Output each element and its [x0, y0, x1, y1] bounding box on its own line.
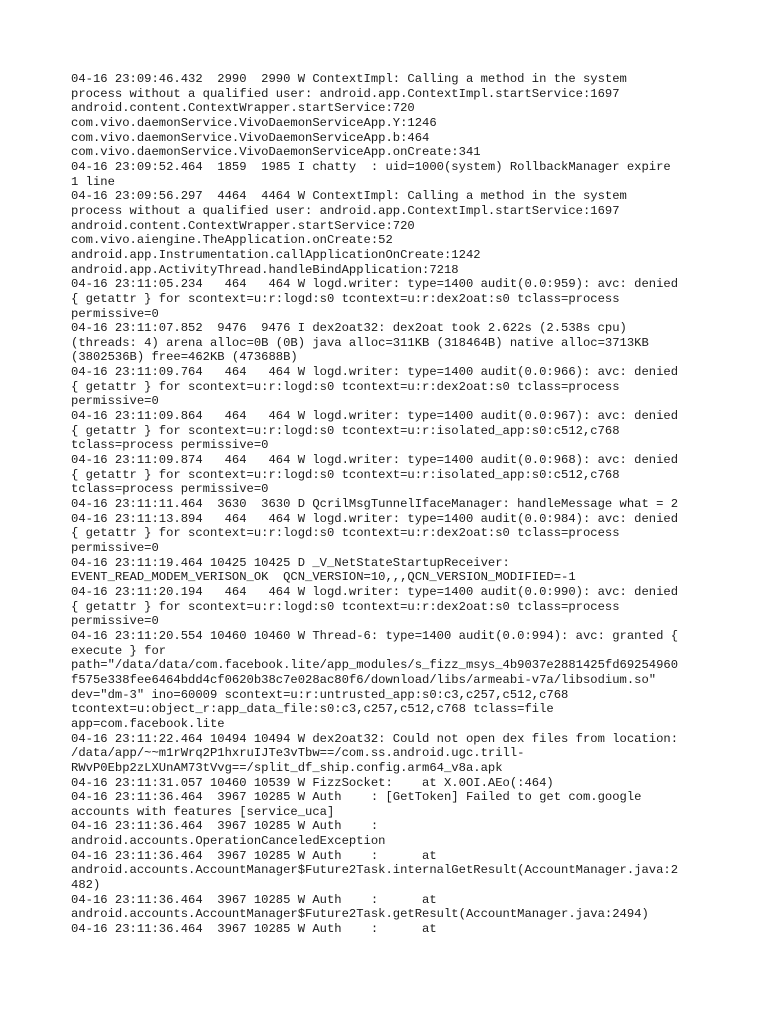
- log-line: 04-16 23:11:13.894 464 464 W logd.writer: type=1400 audit(0.0:984): avc: denied: [71, 511, 679, 526]
- log-line: execute } for: [71, 643, 167, 658]
- log-line: 04-16 23:11:36.464 3967 10285 W Auth : [GetToken] Failed to get com.google: [71, 790, 642, 805]
- log-line: 04-16 23:09:46.432 2990 2990 W ContextImpl: Calling a method in the system: [71, 72, 627, 86]
- log-line: { getattr } for scontext=u:r:logd:s0 tcontext=u:r:dex2oat:s0 tclass=process: [71, 526, 620, 541]
- log-line: { getattr } for scontext=u:r:logd:s0 tcontext=u:r:dex2oat:s0 tclass=process: [71, 599, 620, 614]
- log-line: dev="dm-3" ino=60009 scontext=u:r:untrusted_app:s0:c3,c257,c512,c768: [71, 687, 569, 702]
- log-line: 04-16 23:11:09.764 464 464 W logd.writer: type=1400 audit(0.0:966): avc: denied: [71, 365, 679, 380]
- log-text-block: [71, 72, 711, 937]
- log-line: app=com.facebook.lite: [71, 716, 225, 731]
- log-line: android.app.Instrumentation.callApplicationOnCreate:1242: [71, 247, 481, 262]
- log-line: android.content.ContextWrapper.startService:720: [71, 218, 415, 233]
- log-line: android.content.ContextWrapper.startService:720: [71, 101, 415, 116]
- log-line: 04-16 23:11:22.464 10494 10494 W dex2oat32: Could not open dex files from location:: [71, 731, 679, 746]
- log-line: path="/data/data/com.facebook.lite/app_modules/s_fizz_msys_4b9037e2881425fd69254960: [71, 658, 679, 673]
- log-line: 04-16 23:11:36.464 3967 10285 W Auth :: [71, 819, 379, 834]
- log-line: (threads: 4) arena alloc=0B (0B) java alloc=311KB (318464B) native alloc=3713KB: [71, 335, 649, 350]
- log-line: { getattr } for scontext=u:r:logd:s0 tcontext=u:r:isolated_app:s0:c512,c768: [71, 423, 620, 438]
- log-line: 1 line: [71, 174, 115, 189]
- log-line: EVENT_READ_MODEM_VERISON_OK QCN_VERSION=10,,,QCN_VERSION_MODIFIED=-1: [71, 570, 576, 585]
- log-line: (3802536B) free=462KB (473688B): [71, 350, 298, 365]
- log-line: android.app.ActivityThread.handleBindApplication:7218: [71, 262, 459, 277]
- log-line: android.accounts.OperationCanceledException: [71, 834, 386, 849]
- log-line: 04-16 23:11:19.464 10425 10425 D _V_NetStateStartupReceiver:: [71, 555, 510, 570]
- log-line: 04-16 23:11:05.234 464 464 W logd.writer: type=1400 audit(0.0:959): avc: denied: [71, 277, 679, 292]
- log-line: tcontext=u:object_r:app_data_file:s0:c3,c257,c512,c768 tclass=file: [71, 702, 554, 717]
- log-line: permissive=0: [71, 306, 159, 321]
- log-line: 04-16 23:11:20.194 464 464 W logd.writer: type=1400 audit(0.0:990): avc: denied: [71, 584, 679, 599]
- log-line: 04-16 23:09:56.297 4464 4464 W ContextImpl: Calling a method in the system: [71, 189, 627, 204]
- log-line: 04-16 23:11:09.864 464 464 W logd.writer: type=1400 audit(0.0:967): avc: denied: [71, 409, 679, 424]
- log-line: android.accounts.AccountManager$Future2Task.internalGetResult(AccountManager.java:2: [71, 863, 679, 878]
- log-line: com.vivo.daemonService.VivoDaemonServiceApp.b:464: [71, 130, 430, 145]
- log-line: permissive=0: [71, 541, 159, 555]
- log-line: accounts with features [service_uca]: [71, 804, 335, 819]
- log-line: 04-16 23:09:52.464 1859 1985 I chatty : uid=1000(system) RollbackManager expire: [71, 159, 671, 174]
- log-line: com.vivo.daemonService.VivoDaemonServiceApp.onCreate:341: [71, 145, 481, 160]
- log-line: /data/app/~~m1rWrq2P1hxruIJTe3vTbw==/com.ss.android.ugc.trill-: [71, 746, 525, 761]
- log-line: process without a qualified user: android.app.ContextImpl.startService:1697: [71, 86, 620, 101]
- log-line: 482): [71, 878, 101, 893]
- log-line: permissive=0: [71, 614, 159, 629]
- log-line: { getattr } for scontext=u:r:logd:s0 tcontext=u:r:dex2oat:s0 tclass=process: [71, 379, 620, 394]
- log-line: 04-16 23:11:31.057 10460 10539 W FizzSocket: at X.0OI.AEo(:464): [71, 775, 554, 790]
- log-line: com.vivo.daemonService.VivoDaemonServiceApp.Y:1246: [71, 115, 437, 130]
- log-line: { getattr } for scontext=u:r:logd:s0 tcontext=u:r:isolated_app:s0:c512,c768: [71, 467, 620, 482]
- log-line: 04-16 23:11:07.852 9476 9476 I dex2oat32: dex2oat took 2.622s (2.538s cpu): [71, 321, 627, 336]
- log-line: tclass=process permissive=0: [71, 482, 269, 497]
- log-line: process without a qualified user: android.app.ContextImpl.startService:1697: [71, 203, 620, 218]
- log-line: tclass=process permissive=0: [71, 438, 269, 453]
- log-line: { getattr } for scontext=u:r:logd:s0 tcontext=u:r:dex2oat:s0 tclass=process: [71, 291, 620, 306]
- log-line: android.accounts.AccountManager$Future2Task.getResult(AccountManager.java:2494): [71, 907, 649, 922]
- log-line: com.vivo.aiengine.TheApplication.onCreate:52: [71, 233, 393, 248]
- log-line: RWvP0Ebp2zLXUnAM73tVvg==/split_df_ship.config.arm64_v8a.apk: [71, 760, 503, 775]
- log-line: 04-16 23:11:36.464 3967 10285 W Auth : at: [71, 892, 437, 907]
- log-line: 04-16 23:11:36.464 3967 10285 W Auth : at: [71, 922, 437, 937]
- log-line: 04-16 23:11:20.554 10460 10460 W Thread-6: type=1400 audit(0.0:994): avc: granted {: [71, 628, 679, 643]
- log-line: f575e338fee6464bdd4cf0620b38c7e028ac80f6/download/libs/armeabi-v7a/libsodium.so": [71, 672, 657, 687]
- log-line: 04-16 23:11:11.464 3630 3630 D QcrilMsgTunnelIfaceManager: handleMessage what = 2: [71, 497, 679, 512]
- log-line: 04-16 23:11:36.464 3967 10285 W Auth : at: [71, 848, 437, 863]
- log-line: 04-16 23:11:09.874 464 464 W logd.writer: type=1400 audit(0.0:968): avc: denied: [71, 453, 679, 468]
- log-line: permissive=0: [71, 394, 159, 409]
